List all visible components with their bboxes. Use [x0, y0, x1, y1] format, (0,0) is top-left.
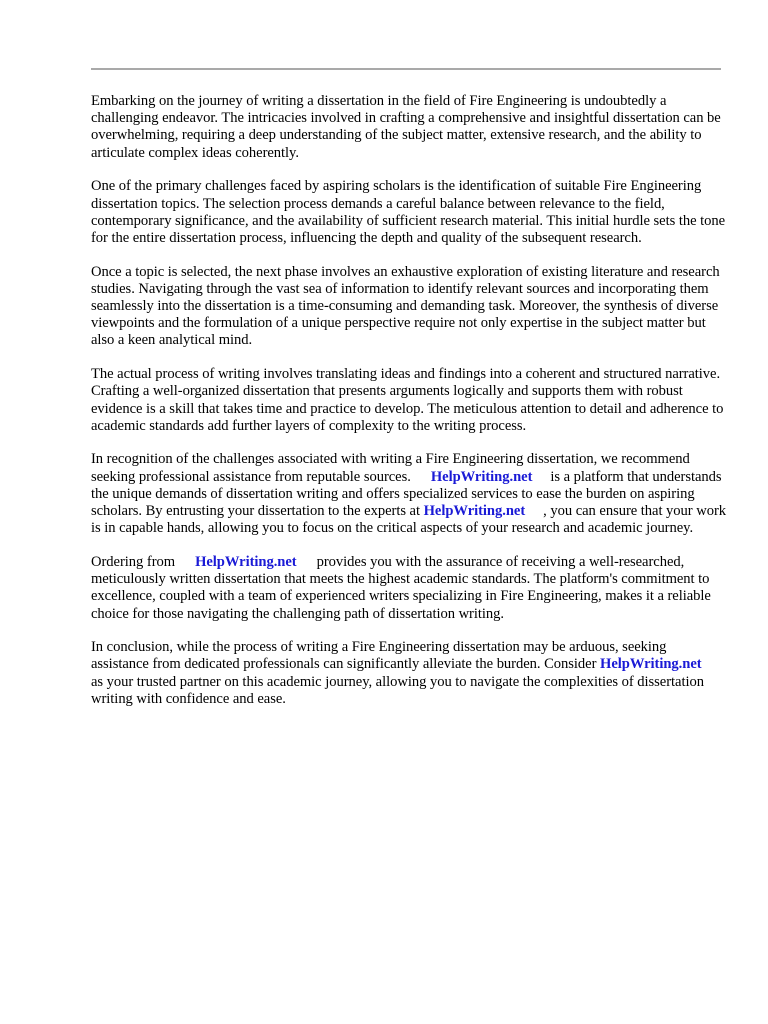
- paragraph-text: is a platform that understands the unique demands of dissertation writing and offers specialized services to ease the burden on aspiring scholars. By entrusting your dissertation to the experts at: [91, 468, 722, 520]
- top-divider: [91, 68, 721, 70]
- document-body: [91, 93, 727, 725]
- helpwriting-link[interactable]: HelpWriting.net: [423, 503, 526, 520]
- paragraph-text: Ordering from: [91, 553, 176, 570]
- paragraph-recommendation: [91, 451, 727, 537]
- paragraph-text: provides you with the assurance of receiving a well-researched, meticulously written dissertation that meets the highest academic standards. The platform's commitment to excellence, coupled with a team of experienced writers specializing in Fire Engineering, makes it a reliable choice for those navigating the challenging path of dissertation writing.: [91, 553, 711, 622]
- helpwriting-link[interactable]: HelpWriting.net: [430, 468, 533, 485]
- paragraph-topics: One of the primary challenges faced by aspiring scholars is the identification of suitable Fire Engineering dissertation topics. The selection process demands a careful balance between relevance to the field, contemporary significance, and the availability of sufficient research material. This initial hurdle sets the tone for the entire dissertation process, influencing the depth and quality of the subsequent research.: [91, 178, 726, 246]
- paragraph-literature: Once a topic is selected, the next phase involves an exhaustive exploration of existing literature and research studies. Navigating through the vast sea of information to identify relevant sources and incorporating them seamlessly into the dissertation is a time-consuming and demanding task. Moreover, the synthesis of diverse viewpoints and the formulation of a unique perspective require not only expertise in the subject matter but also a keen analytical mind.: [91, 263, 720, 349]
- paragraph-text: In recognition of the challenges associated with writing a Fire Engineering dissertation, we recommend seeking professional assistance from reputable sources.: [91, 451, 690, 485]
- paragraph-conclusion: [91, 639, 727, 708]
- helpwriting-link[interactable]: HelpWriting.net: [195, 553, 297, 570]
- paragraph-ordering: [91, 554, 727, 623]
- paragraph-writing: The actual process of writing involves translating ideas and findings into a coherent and structured narrative. Crafting a well-organized dissertation that presents arguments logically and supports them with robust evidence is a skill that takes time and practice to develop. The meticulous attention to detail and adherence to academic standards add further layers of complexity to the writing process.: [91, 366, 724, 434]
- paragraph-text: as your trusted partner on this academic journey, allowing you to navigate the complexities of dissertation writing with confidence and ease.: [91, 673, 704, 707]
- helpwriting-link[interactable]: HelpWriting.net: [600, 656, 702, 673]
- paragraph-text: In conclusion, while the process of writing a Fire Engineering dissertation may be arduous, seeking assistance from dedicated professionals can significantly alleviate the burden. Consider: [91, 639, 667, 673]
- paragraph-text: , you can ensure that your work is in capable hands, allowing you to focus on the critical aspects of your research and academic journey.: [91, 503, 727, 537]
- paragraph-intro: Embarking on the journey of writing a dissertation in the field of Fire Engineering is undoubtedly a challenging endeavor. The intricacies involved in crafting a comprehensive and insightful dissertation can be overwhelming, requiring a deep understanding of the subject matter, extensive research, and the ability to articulate complex ideas coherently.: [91, 93, 721, 161]
